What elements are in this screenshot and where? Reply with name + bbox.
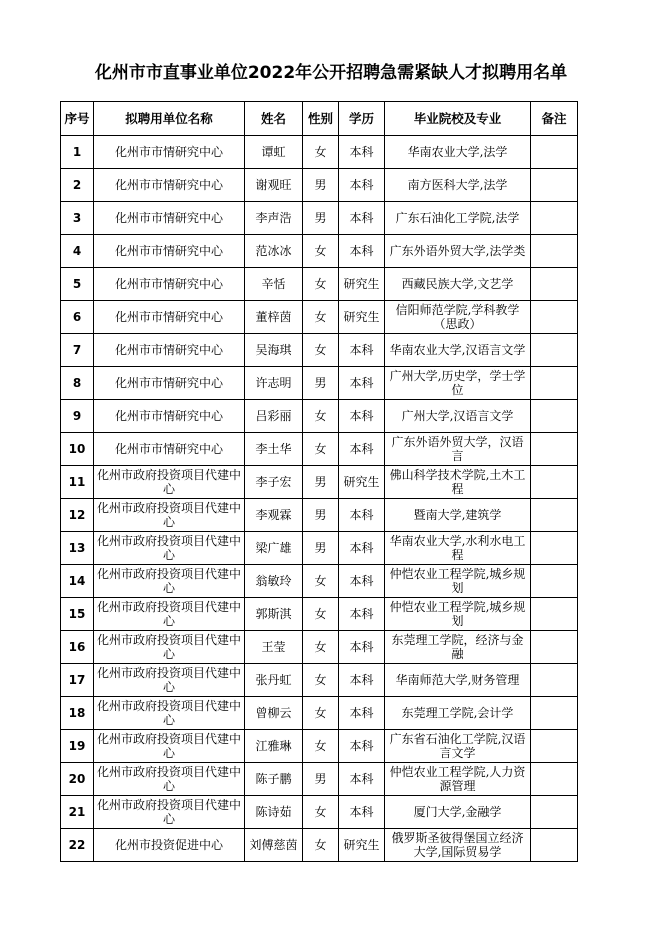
header-unit: 拟聘用单位名称 bbox=[94, 102, 245, 136]
cell-school: 广州大学,汉语言文学 bbox=[385, 400, 531, 433]
cell-note bbox=[531, 763, 578, 796]
cell-note bbox=[531, 400, 578, 433]
cell-school: 仲恺农业工程学院,城乡规划 bbox=[385, 565, 531, 598]
cell-unit: 化州市市情研究中心 bbox=[94, 202, 245, 235]
cell-unit: 化州市市情研究中心 bbox=[94, 136, 245, 169]
cell-gender: 女 bbox=[303, 433, 339, 466]
cell-note bbox=[531, 136, 578, 169]
cell-education: 本科 bbox=[339, 499, 385, 532]
cell-name: 陈诗茹 bbox=[245, 796, 303, 829]
cell-school: 佛山科学技术学院,土木工程 bbox=[385, 466, 531, 499]
cell-name: 梁广雄 bbox=[245, 532, 303, 565]
table-row bbox=[61, 136, 578, 169]
cell-note bbox=[531, 829, 578, 862]
cell-education: 本科 bbox=[339, 202, 385, 235]
cell-school: 西藏民族大学,文艺学 bbox=[385, 268, 531, 301]
cell-no: 1 bbox=[61, 136, 94, 169]
cell-school: 东莞理工学院,会计学 bbox=[385, 697, 531, 730]
cell-unit: 化州市市情研究中心 bbox=[94, 367, 245, 400]
cell-no: 3 bbox=[61, 202, 94, 235]
cell-no: 15 bbox=[61, 598, 94, 631]
cell-education: 本科 bbox=[339, 697, 385, 730]
cell-gender: 男 bbox=[303, 532, 339, 565]
cell-gender: 女 bbox=[303, 565, 339, 598]
cell-education: 本科 bbox=[339, 763, 385, 796]
cell-gender: 男 bbox=[303, 763, 339, 796]
cell-education: 研究生 bbox=[339, 301, 385, 334]
cell-school: 广东外语外贸大学，汉语言 bbox=[385, 433, 531, 466]
cell-unit: 化州市市情研究中心 bbox=[94, 301, 245, 334]
cell-school: 信阳师范学院,学科教学（思政） bbox=[385, 301, 531, 334]
cell-unit: 化州市市情研究中心 bbox=[94, 268, 245, 301]
cell-school: 广东外语外贸大学,法学类 bbox=[385, 235, 531, 268]
cell-education: 本科 bbox=[339, 334, 385, 367]
cell-no: 9 bbox=[61, 400, 94, 433]
cell-gender: 男 bbox=[303, 466, 339, 499]
cell-note bbox=[531, 367, 578, 400]
table-row bbox=[61, 565, 578, 598]
cell-name: 郭斯淇 bbox=[245, 598, 303, 631]
cell-note bbox=[531, 169, 578, 202]
header-no: 序号 bbox=[61, 102, 94, 136]
cell-school: 俄罗斯圣彼得堡国立经济大学,国际贸易学 bbox=[385, 829, 531, 862]
cell-education: 本科 bbox=[339, 796, 385, 829]
cell-education: 研究生 bbox=[339, 829, 385, 862]
cell-name: 李声浩 bbox=[245, 202, 303, 235]
cell-education: 本科 bbox=[339, 532, 385, 565]
cell-gender: 女 bbox=[303, 334, 339, 367]
cell-note bbox=[531, 631, 578, 664]
cell-school: 仲恺农业工程学院,城乡规划 bbox=[385, 598, 531, 631]
cell-note bbox=[531, 598, 578, 631]
header-school: 毕业院校及专业 bbox=[385, 102, 531, 136]
cell-unit: 化州市政府投资项目代建中心 bbox=[94, 565, 245, 598]
table-row bbox=[61, 829, 578, 862]
cell-name: 刘傅慈茵 bbox=[245, 829, 303, 862]
cell-unit: 化州市市情研究中心 bbox=[94, 334, 245, 367]
table-row bbox=[61, 664, 578, 697]
cell-name: 王莹 bbox=[245, 631, 303, 664]
cell-education: 本科 bbox=[339, 631, 385, 664]
cell-unit: 化州市政府投资项目代建中心 bbox=[94, 664, 245, 697]
hire-list-table bbox=[60, 101, 578, 862]
cell-note bbox=[531, 466, 578, 499]
table-row bbox=[61, 235, 578, 268]
cell-gender: 女 bbox=[303, 268, 339, 301]
cell-unit: 化州市市情研究中心 bbox=[94, 433, 245, 466]
table-row bbox=[61, 268, 578, 301]
table-body bbox=[61, 136, 578, 862]
cell-school: 华南农业大学,水利水电工程 bbox=[385, 532, 531, 565]
cell-no: 13 bbox=[61, 532, 94, 565]
cell-education: 研究生 bbox=[339, 466, 385, 499]
page-title: 化州市市直事业单位2022年公开招聘急需紧缺人才拟聘用名单 bbox=[94, 63, 568, 83]
table-row bbox=[61, 730, 578, 763]
cell-name: 谭虹 bbox=[245, 136, 303, 169]
cell-note bbox=[531, 301, 578, 334]
cell-no: 10 bbox=[61, 433, 94, 466]
cell-note bbox=[531, 334, 578, 367]
cell-gender: 女 bbox=[303, 400, 339, 433]
cell-no: 4 bbox=[61, 235, 94, 268]
cell-gender: 女 bbox=[303, 697, 339, 730]
header-education: 学历 bbox=[339, 102, 385, 136]
cell-gender: 女 bbox=[303, 598, 339, 631]
table-row bbox=[61, 499, 578, 532]
cell-unit: 化州市市情研究中心 bbox=[94, 400, 245, 433]
cell-gender: 女 bbox=[303, 136, 339, 169]
cell-no: 12 bbox=[61, 499, 94, 532]
cell-school: 广东省石油化工学院,汉语言文学 bbox=[385, 730, 531, 763]
cell-school: 华南农业大学,法学 bbox=[385, 136, 531, 169]
cell-school: 厦门大学,金融学 bbox=[385, 796, 531, 829]
cell-no: 18 bbox=[61, 697, 94, 730]
cell-education: 本科 bbox=[339, 400, 385, 433]
cell-gender: 女 bbox=[303, 796, 339, 829]
table-row bbox=[61, 466, 578, 499]
cell-no: 16 bbox=[61, 631, 94, 664]
cell-no: 5 bbox=[61, 268, 94, 301]
cell-gender: 女 bbox=[303, 664, 339, 697]
cell-name: 李子宏 bbox=[245, 466, 303, 499]
cell-no: 7 bbox=[61, 334, 94, 367]
cell-no: 11 bbox=[61, 466, 94, 499]
header-row bbox=[61, 102, 578, 136]
cell-name: 吕彩丽 bbox=[245, 400, 303, 433]
cell-unit: 化州市政府投资项目代建中心 bbox=[94, 763, 245, 796]
cell-note bbox=[531, 202, 578, 235]
table-row bbox=[61, 532, 578, 565]
cell-no: 21 bbox=[61, 796, 94, 829]
table-row bbox=[61, 202, 578, 235]
cell-no: 20 bbox=[61, 763, 94, 796]
cell-unit: 化州市政府投资项目代建中心 bbox=[94, 631, 245, 664]
cell-note bbox=[531, 433, 578, 466]
table-row bbox=[61, 400, 578, 433]
cell-note bbox=[531, 796, 578, 829]
cell-name: 许志明 bbox=[245, 367, 303, 400]
cell-gender: 女 bbox=[303, 829, 339, 862]
cell-education: 本科 bbox=[339, 367, 385, 400]
cell-gender: 女 bbox=[303, 235, 339, 268]
cell-note bbox=[531, 664, 578, 697]
table-row bbox=[61, 763, 578, 796]
cell-no: 17 bbox=[61, 664, 94, 697]
cell-unit: 化州市政府投资项目代建中心 bbox=[94, 730, 245, 763]
header-gender: 性别 bbox=[303, 102, 339, 136]
cell-unit: 化州市政府投资项目代建中心 bbox=[94, 499, 245, 532]
cell-gender: 男 bbox=[303, 367, 339, 400]
cell-note bbox=[531, 532, 578, 565]
table-row bbox=[61, 796, 578, 829]
cell-note bbox=[531, 697, 578, 730]
cell-school: 广东石油化工学院,法学 bbox=[385, 202, 531, 235]
cell-name: 曾柳云 bbox=[245, 697, 303, 730]
cell-school: 华南农业大学,汉语言文学 bbox=[385, 334, 531, 367]
cell-gender: 女 bbox=[303, 631, 339, 664]
cell-education: 本科 bbox=[339, 565, 385, 598]
cell-unit: 化州市市情研究中心 bbox=[94, 169, 245, 202]
cell-school: 广州大学,历史学，学士学位 bbox=[385, 367, 531, 400]
cell-note bbox=[531, 268, 578, 301]
table-row bbox=[61, 697, 578, 730]
cell-unit: 化州市政府投资项目代建中心 bbox=[94, 598, 245, 631]
cell-education: 本科 bbox=[339, 235, 385, 268]
cell-gender: 女 bbox=[303, 730, 339, 763]
header-name: 姓名 bbox=[245, 102, 303, 136]
cell-name: 陈子鹏 bbox=[245, 763, 303, 796]
table-row bbox=[61, 598, 578, 631]
cell-school: 暨南大学,建筑学 bbox=[385, 499, 531, 532]
header-note: 备注 bbox=[531, 102, 578, 136]
cell-school: 东莞理工学院，经济与金融 bbox=[385, 631, 531, 664]
cell-name: 谢观旺 bbox=[245, 169, 303, 202]
cell-no: 8 bbox=[61, 367, 94, 400]
table-row bbox=[61, 433, 578, 466]
cell-education: 本科 bbox=[339, 730, 385, 763]
cell-name: 辛恬 bbox=[245, 268, 303, 301]
cell-gender: 女 bbox=[303, 301, 339, 334]
cell-unit: 化州市政府投资项目代建中心 bbox=[94, 466, 245, 499]
cell-note bbox=[531, 565, 578, 598]
cell-education: 本科 bbox=[339, 598, 385, 631]
cell-gender: 男 bbox=[303, 499, 339, 532]
cell-note bbox=[531, 499, 578, 532]
cell-note bbox=[531, 730, 578, 763]
cell-school: 南方医科大学,法学 bbox=[385, 169, 531, 202]
cell-education: 本科 bbox=[339, 136, 385, 169]
cell-education: 本科 bbox=[339, 169, 385, 202]
cell-gender: 男 bbox=[303, 202, 339, 235]
cell-name: 董梓茵 bbox=[245, 301, 303, 334]
cell-no: 22 bbox=[61, 829, 94, 862]
cell-school: 仲恺农业工程学院,人力资源管理 bbox=[385, 763, 531, 796]
cell-unit: 化州市政府投资项目代建中心 bbox=[94, 532, 245, 565]
cell-no: 2 bbox=[61, 169, 94, 202]
cell-name: 张丹虹 bbox=[245, 664, 303, 697]
cell-unit: 化州市投资促进中心 bbox=[94, 829, 245, 862]
table-row bbox=[61, 367, 578, 400]
cell-name: 吴海琪 bbox=[245, 334, 303, 367]
cell-unit: 化州市政府投资项目代建中心 bbox=[94, 796, 245, 829]
cell-note bbox=[531, 235, 578, 268]
cell-no: 19 bbox=[61, 730, 94, 763]
cell-education: 研究生 bbox=[339, 268, 385, 301]
cell-name: 江雅琳 bbox=[245, 730, 303, 763]
table-row bbox=[61, 631, 578, 664]
table-row bbox=[61, 169, 578, 202]
cell-no: 14 bbox=[61, 565, 94, 598]
table-row bbox=[61, 301, 578, 334]
cell-name: 翁敏玲 bbox=[245, 565, 303, 598]
cell-name: 范冰冰 bbox=[245, 235, 303, 268]
cell-education: 本科 bbox=[339, 433, 385, 466]
cell-gender: 男 bbox=[303, 169, 339, 202]
cell-name: 李土华 bbox=[245, 433, 303, 466]
cell-no: 6 bbox=[61, 301, 94, 334]
cell-name: 李观霖 bbox=[245, 499, 303, 532]
table-row bbox=[61, 334, 578, 367]
cell-education: 本科 bbox=[339, 664, 385, 697]
cell-unit: 化州市政府投资项目代建中心 bbox=[94, 697, 245, 730]
cell-school: 华南师范大学,财务管理 bbox=[385, 664, 531, 697]
cell-unit: 化州市市情研究中心 bbox=[94, 235, 245, 268]
